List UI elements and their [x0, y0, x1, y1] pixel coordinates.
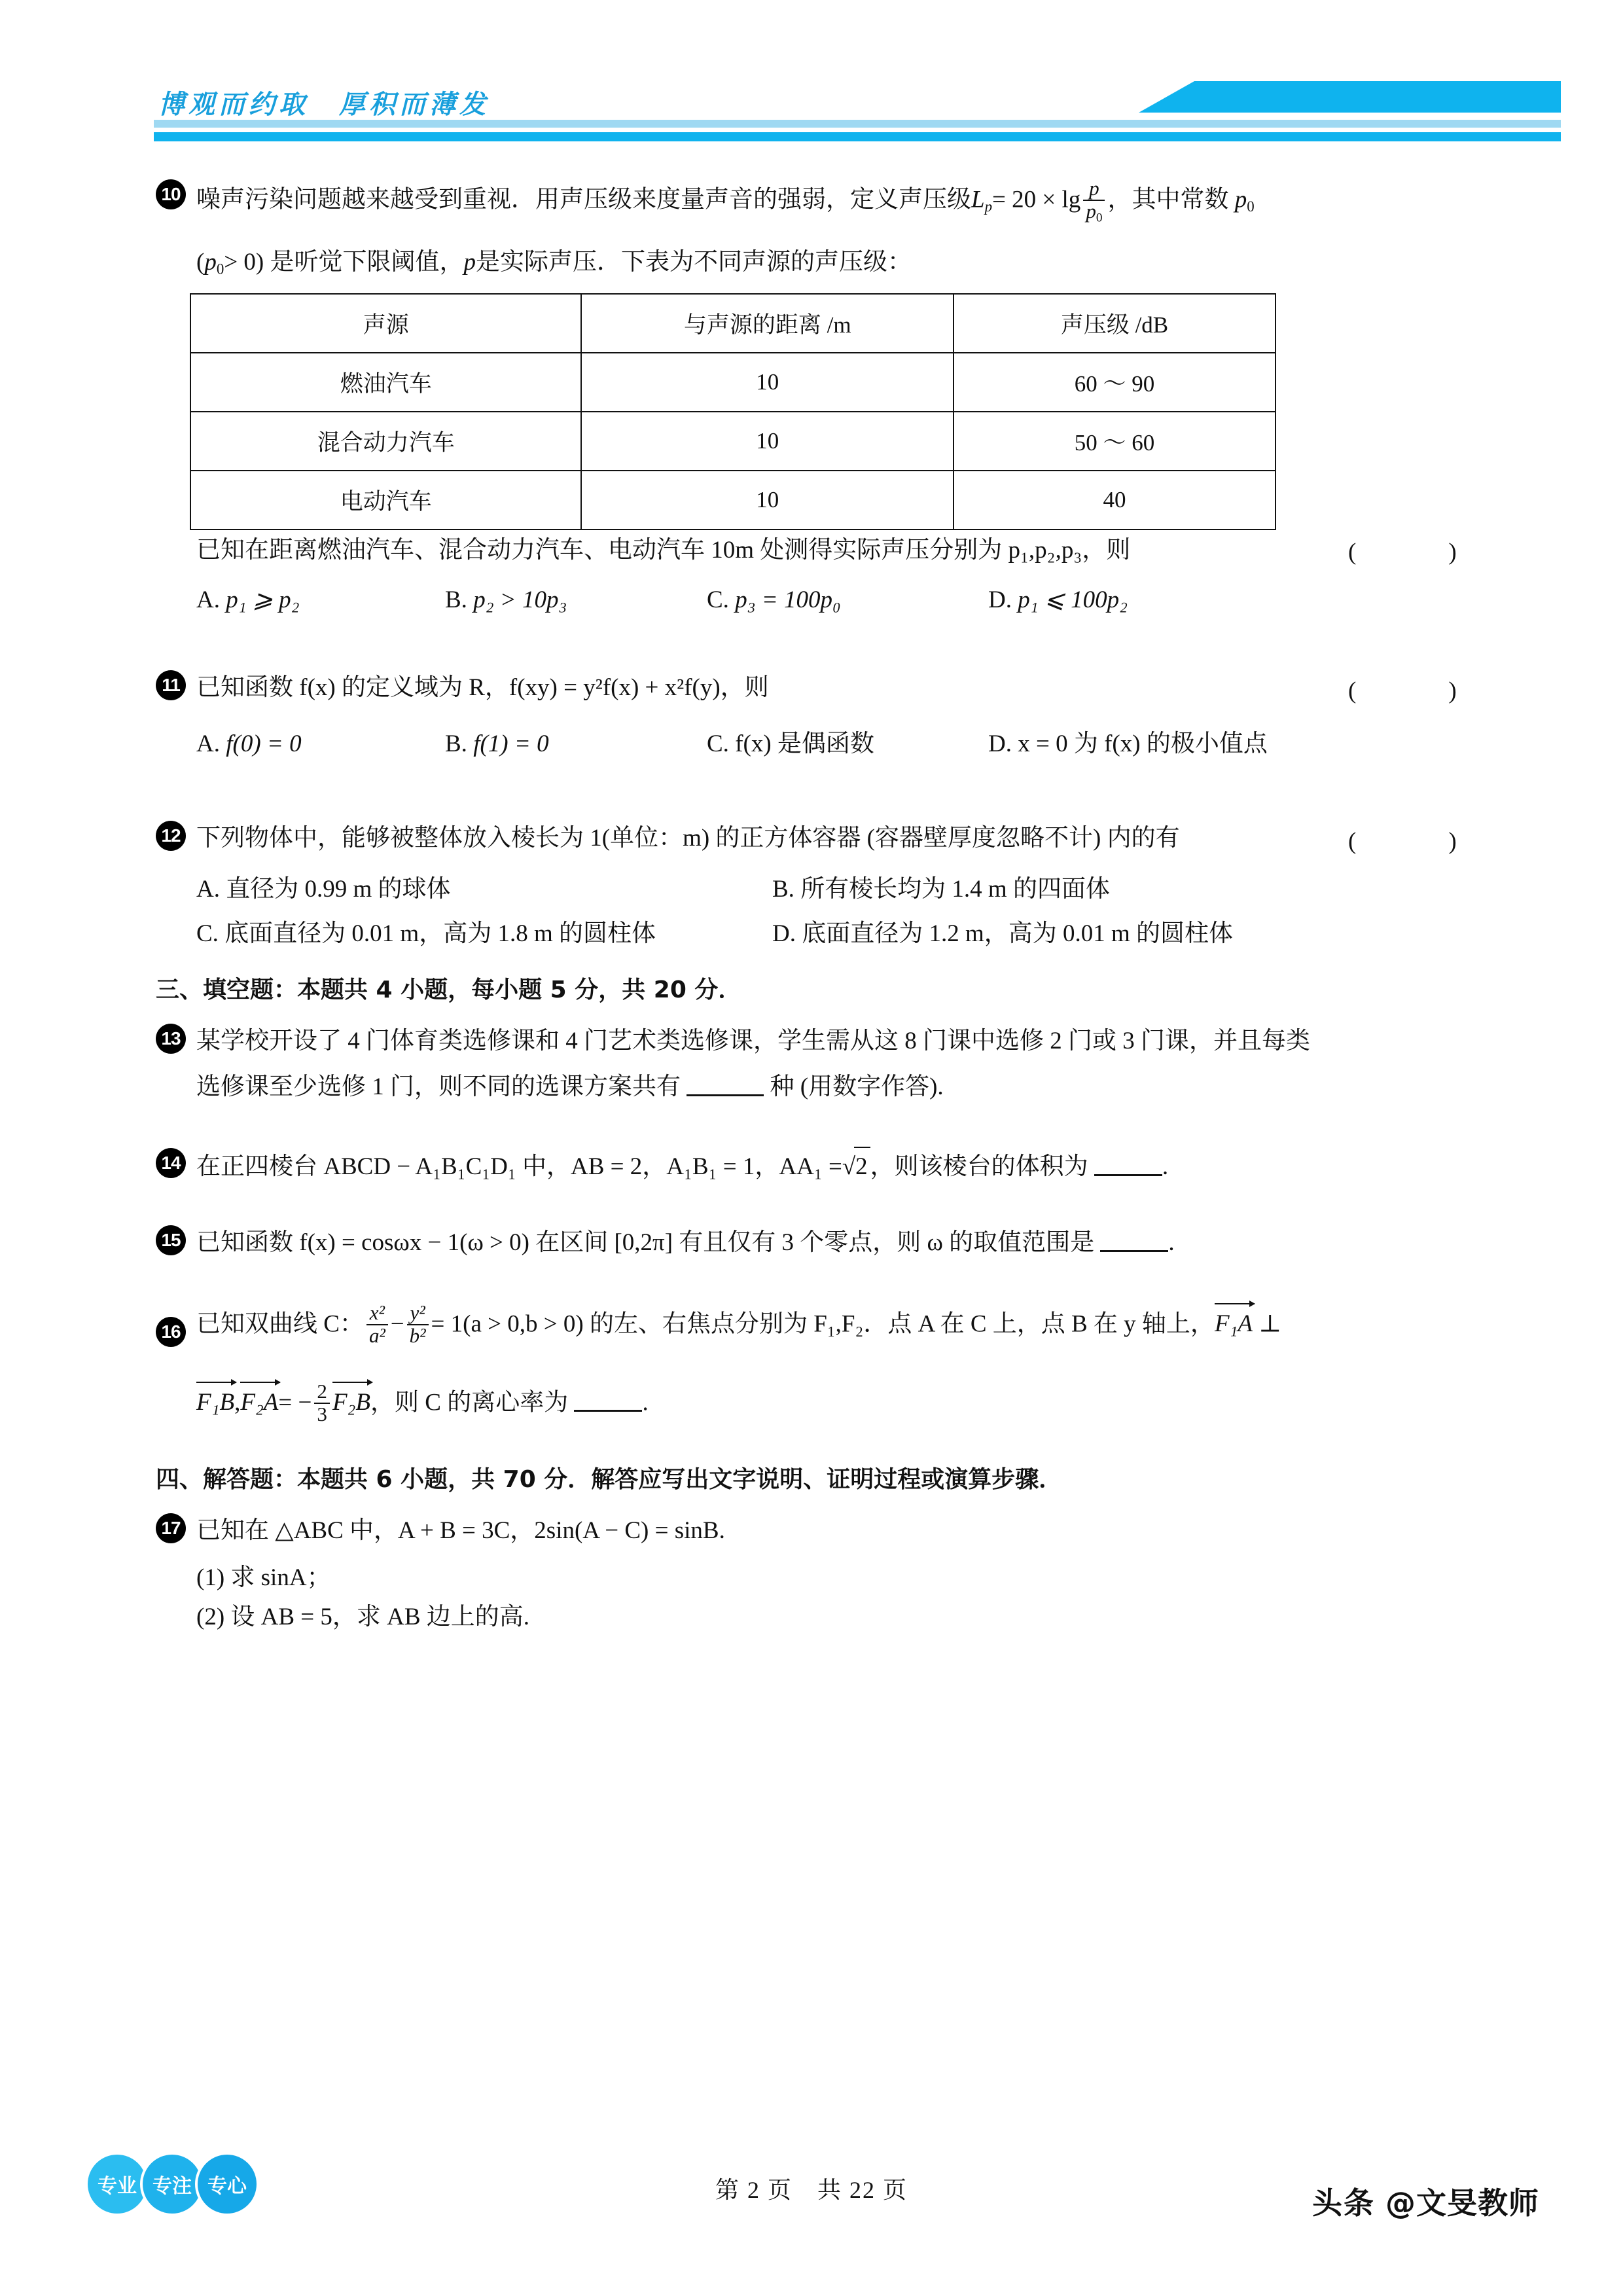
question-15: [156, 1224, 1471, 1261]
q10-frac-num: p: [1089, 177, 1099, 200]
q17-sub-1: (1) 求 sinA；: [196, 1564, 331, 1591]
q12-answer-paren: ( ): [1348, 828, 1491, 855]
badge-professional: 专业: [85, 2152, 149, 2216]
q11-opt-d-text: x = 0 为 f(x) 的极小值点: [1018, 730, 1268, 757]
q10-l2-mid: > 0) 是听觉下限阈值，: [224, 249, 464, 276]
watermark: [1312, 2179, 1539, 2223]
question-number: 17: [156, 1513, 186, 1543]
question-17-sub2: [156, 1598, 1471, 1636]
q10-opt-a-label: A.: [196, 586, 220, 613]
q16-frac3-num: 2: [317, 1380, 327, 1403]
q16-frac1-den: a²: [366, 1324, 388, 1347]
question-10-posttable: [156, 531, 1471, 569]
q10-opt-a-text: p₁ ⩾ p₂: [226, 586, 300, 613]
q11-opt-a-label: A.: [196, 730, 220, 757]
q16-fraction-2: [407, 1302, 429, 1346]
q16-line2-eq: = −: [278, 1389, 312, 1416]
header-rule-light: [154, 120, 1561, 128]
question-number: 14: [156, 1148, 186, 1178]
q11-option-row: [196, 725, 1471, 762]
question-17-sub1: [156, 1559, 1471, 1596]
q10-Lp-sub: p: [984, 198, 993, 215]
q10-frac-den-sub: 0: [1096, 211, 1103, 225]
q16-minus: −: [390, 1310, 404, 1338]
q10-post-table-text: 已知在距离燃油汽车、混合动力汽车、电动汽车 10m 处测得实际声压分别为 p₁,p₂,p₃，则: [196, 537, 1131, 564]
q12-opt-b-label: B.: [772, 876, 794, 903]
q16-fraction-3: [314, 1381, 330, 1425]
table-cell-level: 60 ～ 90: [954, 353, 1275, 412]
q10-opt-d-text: p₁ ⩽ 100p₂: [1018, 586, 1128, 613]
q16-line2-tail-b: .: [642, 1389, 649, 1416]
page-number: 第 2 页 共 22 页: [715, 2177, 908, 2203]
question-12-options-row2: [156, 915, 1471, 952]
q10-l2-p: p: [463, 249, 476, 276]
header-rules: [154, 120, 1561, 150]
question-11-stem: 已知函数 f(x) 的定义域为 R，f(xy) = y²f(x) + x²f(y)，则: [196, 674, 769, 701]
q10-tail: ，其中常数: [1107, 186, 1229, 213]
badge-dedicated: 专心: [195, 2152, 259, 2216]
table-header-source: 声源: [190, 294, 581, 353]
question-16-line2: [156, 1381, 1471, 1425]
q16-answer-blank[interactable]: [574, 1390, 642, 1412]
question-10: [156, 178, 1471, 224]
q10-opt-c-text: p₃ = 100p₀: [735, 586, 841, 613]
table-cell-level: 50 ～ 60: [954, 412, 1275, 471]
table-cell-source: 燃油汽车: [190, 353, 581, 412]
q14-text-a: 在正四棱台 ABCD − A₁B₁C₁D₁ 中，AB = 2，A₁B₁ = 1，AA₁ =: [196, 1153, 842, 1180]
q15-answer-blank[interactable]: [1100, 1230, 1168, 1252]
q16-vector-F2B: F₂B: [332, 1382, 370, 1421]
question-14-stem: [196, 1147, 1471, 1185]
table-header-row: [190, 294, 1275, 353]
q10-answer-paren: ( ): [1348, 539, 1491, 565]
q16-frac2-den: b²: [407, 1324, 429, 1347]
header-slogan: 博观而约取 厚积而薄发: [158, 90, 490, 120]
q11-opt-b-label: B.: [445, 730, 467, 757]
question-13: [156, 1022, 1471, 1060]
q10-p0: p: [1234, 186, 1247, 213]
q11-opt-b-text: f(1) = 0: [473, 730, 549, 757]
q16-vector-F1B: F₁B: [196, 1382, 234, 1421]
question-16: [156, 1302, 1471, 1346]
q14-text-c: .: [1162, 1153, 1169, 1180]
q10-fraction: [1083, 178, 1105, 224]
question-13-line1: 某学校开设了 4 门体育类选修课和 4 门艺术类选修课，学生需从这 8 门课中选修 2 门或 3 门课，并且每类: [196, 1028, 1310, 1054]
header-flag-decoration: [1060, 72, 1561, 115]
q10-option-row: [196, 581, 1471, 619]
q16-vector-F2A: F₂A: [240, 1382, 278, 1421]
table-header-distance: 与声源的距离 /m: [581, 294, 954, 353]
q10-p0-sub: 0: [1247, 198, 1255, 215]
q10-eq: = 20 × lg: [992, 186, 1081, 213]
badge-focused: 专注: [140, 2152, 204, 2216]
question-11-options: [156, 725, 1471, 762]
table-cell-source: 电动汽车: [190, 471, 581, 529]
q10-l2-open: (: [196, 249, 205, 276]
q10-l2-p0: p: [204, 249, 217, 276]
q10-opt-b-text: p₂ > 10p₃: [473, 586, 567, 613]
q10-opt-c-label: C.: [707, 586, 729, 613]
q14-text-b: ，则该棱台的体积为: [870, 1153, 1088, 1180]
q13-line2: [196, 1068, 1471, 1105]
q16-perp-icon: ⊥: [1258, 1310, 1282, 1338]
q11-opt-c-label: C.: [707, 730, 729, 757]
q13-line2-text-b: 种 (用数字作答).: [770, 1073, 944, 1100]
q10-frac-den: p: [1086, 199, 1096, 223]
question-17: [156, 1512, 1471, 1549]
q11-opt-a-text: f(0) = 0: [226, 730, 302, 757]
q12-option-row-2: [196, 915, 1471, 952]
page-header: [0, 0, 1623, 151]
q12-opt-d-label: D.: [772, 920, 796, 947]
q12-opt-d-text: 底面直径为 1.2 m，高为 0.01 m 的圆柱体: [802, 920, 1234, 947]
q11-opt-d-label: D.: [988, 730, 1012, 757]
q14-radicand: 2: [854, 1147, 870, 1185]
question-12: [156, 819, 1471, 857]
table-row: [190, 412, 1275, 471]
question-14: [156, 1147, 1471, 1185]
q11-opt-c-text: f(x) 是偶函数: [735, 730, 874, 757]
sound-pressure-table: [190, 293, 1276, 530]
q17-sub-2: (2) 设 AB = 5，求 AB 边上的高.: [196, 1604, 530, 1630]
q10-opt-b-label: B.: [445, 586, 467, 613]
q13-line2-text-a: 选修课至少选修 1 门，则不同的选课方案共有: [196, 1073, 681, 1100]
q12-opt-a-label: A.: [196, 876, 220, 903]
question-17-stem: 已知在 △ABC 中，A + B = 3C，2sin(A − C) = sinB.: [196, 1517, 725, 1544]
table-cell-level: 40: [954, 471, 1275, 529]
question-11: [156, 669, 1471, 706]
q14-answer-blank[interactable]: [1094, 1155, 1162, 1176]
question-number: 12: [156, 821, 186, 851]
q10-line1-text: 噪声污染问题越来越受到重视．用声压级来度量声音的强弱，定义声压级: [196, 186, 971, 213]
question-number: 16: [156, 1317, 186, 1347]
q16-fraction-1: [366, 1302, 388, 1346]
section-heading-solution: 四、解答题：本题共 6 小题，共 70 分．解答应写出文字说明、证明过程或演算步骤．: [156, 1466, 1063, 1493]
question-number: 15: [156, 1225, 186, 1255]
table-row: [190, 353, 1275, 412]
watermark-author: @文旻教师: [1385, 2185, 1539, 2221]
table-cell-distance: 10: [581, 353, 954, 412]
question-number: 13: [156, 1024, 186, 1054]
q10-l2-end: 是实际声压．下表为不同声源的声压级：: [475, 249, 912, 276]
toutiao-logo: 头条: [1312, 2185, 1375, 2221]
table-cell-distance: 10: [581, 471, 954, 529]
q15-text-a: 已知函数 f(x) = cosωx − 1(ω > 0) 在区间 [0,2π] 有且仅有 3 个零点，则 ω 的取值范围是: [196, 1229, 1095, 1256]
question-12-stem: 下列物体中，能够被整体放入棱长为 1(单位：m) 的正方体容器 (容器壁厚度忽略不计) 内的有: [196, 825, 1180, 852]
q12-option-row-1: [196, 870, 1471, 908]
q12-opt-c-text: 底面直径为 0.01 m，高为 1.8 m 的圆柱体: [224, 920, 656, 947]
table-cell-source: 混合动力汽车: [190, 412, 581, 471]
sqrt-icon: √: [842, 1153, 856, 1180]
table-cell-distance: 10: [581, 412, 954, 471]
q11-answer-paren: ( ): [1348, 677, 1491, 704]
question-12-options-row1: [156, 870, 1471, 908]
q12-opt-a-text: 直径为 0.99 m 的球体: [226, 876, 451, 903]
q12-opt-c-label: C.: [196, 920, 219, 947]
q13-answer-blank[interactable]: [687, 1075, 764, 1096]
q16-vector-F1A: F₁A: [1215, 1303, 1253, 1342]
section-heading-fill-blank: 三、填空题：本题共 4 小题，每小题 5 分，共 20 分．: [156, 977, 742, 1003]
question-10-stem: [196, 178, 1471, 224]
q16-line1-b: = 1(a > 0,b > 0) 的左、右焦点分别为 F₁,F₂．点 A 在 C 上，点 B 在 y 轴上，: [431, 1310, 1215, 1338]
question-10-options: [156, 581, 1471, 619]
q16-frac2-num: y²: [410, 1301, 425, 1324]
table-header-level: 声压级 /dB: [954, 294, 1275, 353]
q16-line2: F₁B, F₂A= − $\frac{2}{3}$ F₂B，则 C 的离心率为 .: [196, 1380, 649, 1426]
question-13-line2: [156, 1068, 1471, 1105]
q10-opt-d-label: D.: [988, 586, 1012, 613]
q10-Lp: L: [971, 186, 985, 213]
q16-frac1-num: x²: [369, 1301, 385, 1324]
question-number: 10: [156, 179, 186, 209]
q16-frac3-den: 3: [314, 1403, 330, 1426]
q15-text-b: .: [1168, 1229, 1175, 1256]
question-16-line1: [196, 1302, 1471, 1346]
q16-line2-tail-a: ，则 C 的离心率为: [370, 1389, 569, 1416]
header-rule-accent: [154, 132, 1561, 141]
q12-opt-b-text: 所有棱长均为 1.4 m 的四面体: [800, 876, 1110, 903]
q16-line1-a: 已知双曲线 C：: [196, 1310, 364, 1338]
question-15-stem: [196, 1224, 1471, 1261]
q10-l2-p0-sub: 0: [216, 260, 224, 278]
question-number: 11: [156, 670, 186, 700]
table-row: [190, 471, 1275, 529]
question-10-line2: [156, 243, 1471, 281]
